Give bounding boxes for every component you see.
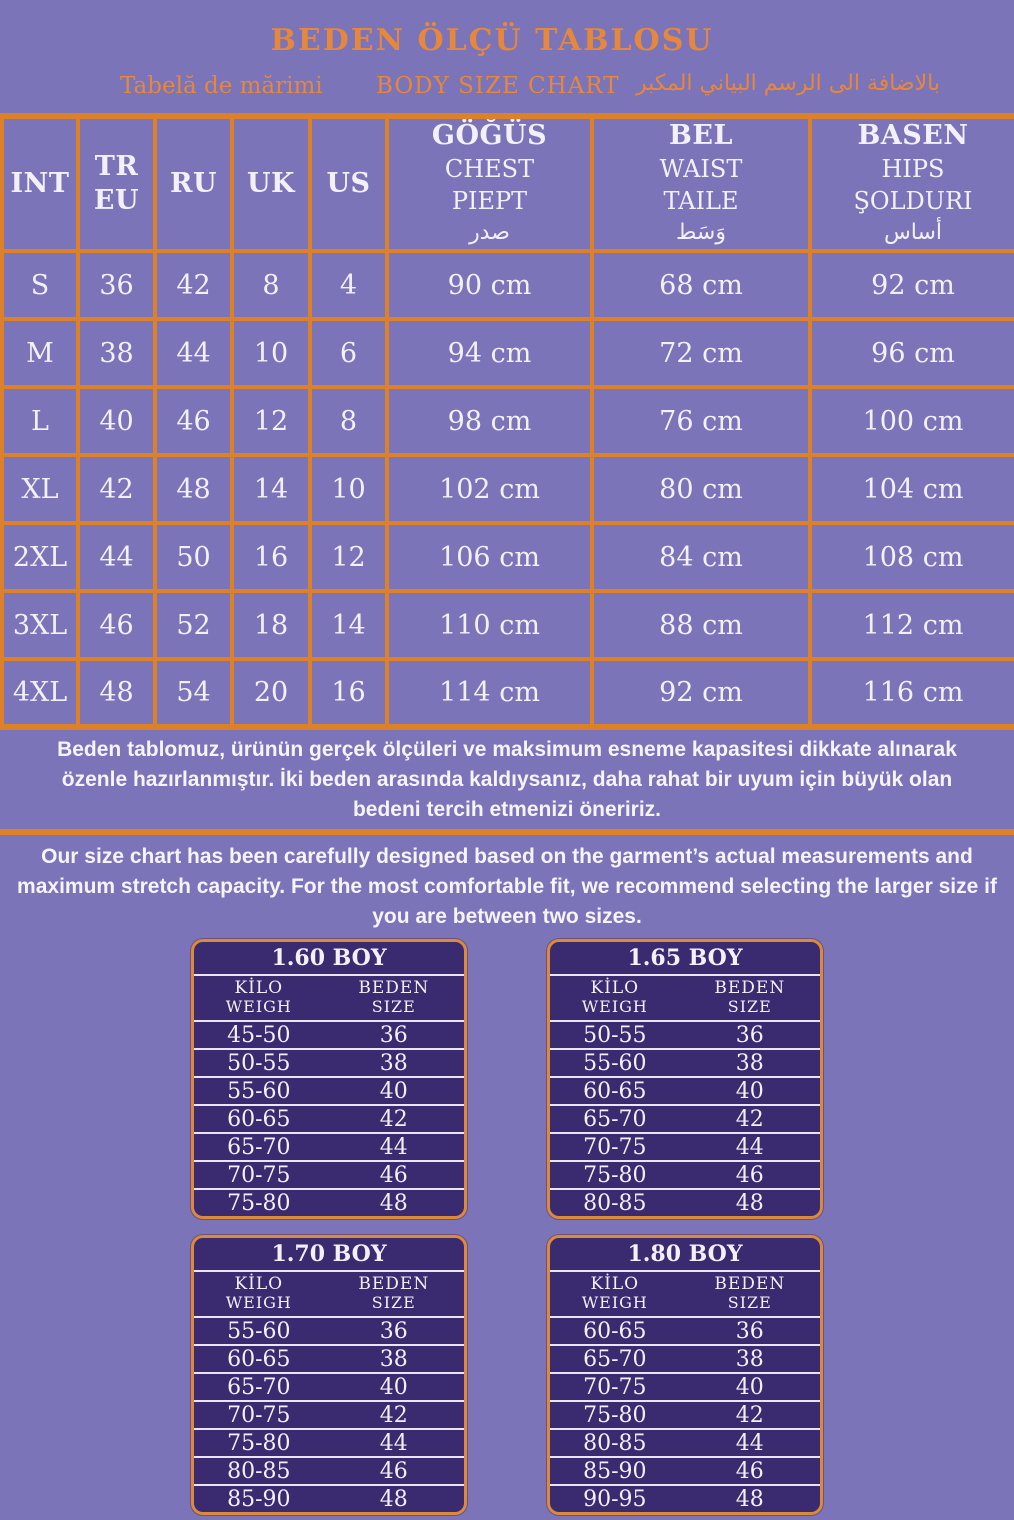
weight-range: 65-70 — [227, 1374, 291, 1400]
uk-cell: 20 — [232, 659, 310, 727]
hips-cell: 92 cm — [810, 251, 1014, 319]
us-cell: 4 — [310, 251, 387, 319]
weight-row — [550, 1344, 820, 1372]
kilo-label: KİLO — [234, 1274, 284, 1294]
tr-eu-cell: 46 — [78, 591, 155, 659]
weight-range: 60-65 — [583, 1318, 647, 1344]
uk-cell: 16 — [232, 523, 310, 591]
subtitle-english: BODY SIZE CHART — [376, 73, 620, 99]
weight-row — [194, 1400, 464, 1428]
kilo-label: KİLO — [590, 978, 640, 998]
subtitle-romanian: Tabelă de mărimi — [120, 73, 323, 99]
kilo-column-header — [194, 979, 324, 1016]
weight-range: 65-70 — [583, 1346, 647, 1372]
chest-cell: 98 cm — [387, 387, 592, 455]
waist-cell: 68 cm — [592, 251, 810, 319]
weight-row — [194, 1484, 464, 1512]
size-table-row — [2, 455, 1014, 523]
weight-table-title: 1.65 BOY — [550, 942, 820, 976]
waist-cell: 72 cm — [592, 319, 810, 387]
size-label-cell: M — [2, 319, 78, 387]
page-title: BEDEN ÖLÇÜ TABLOSU — [270, 23, 714, 58]
weight-table-170 — [191, 1235, 467, 1515]
uk-cell: 18 — [232, 591, 310, 659]
weight-table-body — [550, 1022, 820, 1216]
beden-column-header — [324, 979, 464, 1016]
weight-row — [194, 1188, 464, 1216]
size-value: 48 — [735, 1486, 764, 1512]
weight-range: 65-70 — [583, 1106, 647, 1132]
ru-cell: 46 — [155, 387, 232, 455]
size-value: 44 — [735, 1430, 764, 1456]
size-value: 42 — [735, 1402, 764, 1428]
hips-cell: 112 cm — [810, 591, 1014, 659]
weight-row — [194, 1372, 464, 1400]
weigh-label: WEIGH — [581, 997, 648, 1016]
size-table-row — [2, 251, 1014, 319]
weight-range: 70-75 — [227, 1402, 291, 1428]
weight-row — [194, 1344, 464, 1372]
uk-cell: 14 — [232, 455, 310, 523]
waist-cell: 76 cm — [592, 387, 810, 455]
weight-row — [194, 1076, 464, 1104]
header-int: INT — [2, 116, 78, 251]
waist-cell: 84 cm — [592, 523, 810, 591]
size-value: 38 — [735, 1050, 764, 1076]
size-value: 48 — [379, 1190, 408, 1216]
weight-row — [550, 1160, 820, 1188]
header-waist: BEL WAIST TAILE وَسَط — [592, 116, 810, 251]
size-value: 44 — [379, 1134, 408, 1160]
weight-table-header — [194, 1272, 464, 1318]
us-cell: 8 — [310, 387, 387, 455]
weight-row — [194, 1428, 464, 1456]
header-tr-eu: TR EU — [78, 116, 155, 251]
size-value: 40 — [735, 1078, 764, 1104]
tr-eu-cell: 36 — [78, 251, 155, 319]
ru-cell: 54 — [155, 659, 232, 727]
ru-cell: 44 — [155, 319, 232, 387]
chest-cell: 110 cm — [387, 591, 592, 659]
beden-label: BEDEN — [714, 978, 786, 998]
weight-range: 75-80 — [227, 1430, 291, 1456]
size-value: 40 — [379, 1374, 408, 1400]
size-value: 36 — [735, 1318, 764, 1344]
note-english: Our size chart has been carefully designed based on the garment’s actual measurements and maximum stretch capacity. For the most comfortable fit, we recommend selecting the larger size if you are between two sizes. — [17, 845, 997, 928]
weight-range: 75-80 — [583, 1402, 647, 1428]
weight-row — [550, 1188, 820, 1216]
size-table-row — [2, 319, 1014, 387]
size-table-row — [2, 591, 1014, 659]
size-value: 40 — [379, 1078, 408, 1104]
weigh-label: WEIGH — [225, 1293, 292, 1312]
weight-row — [194, 1048, 464, 1076]
weight-range: 80-85 — [583, 1190, 647, 1216]
weight-table-title: 1.60 BOY — [194, 942, 464, 976]
weight-range: 60-65 — [583, 1078, 647, 1104]
us-cell: 14 — [310, 591, 387, 659]
size-value: 42 — [379, 1106, 408, 1132]
size-value: 42 — [379, 1402, 408, 1428]
weight-row — [550, 1132, 820, 1160]
header-ru: RU — [155, 116, 232, 251]
weight-range: 70-75 — [227, 1162, 291, 1188]
weight-table-body — [194, 1022, 464, 1216]
size-value: 46 — [735, 1458, 764, 1484]
size-table-head — [2, 116, 1014, 251]
weight-range: 70-75 — [583, 1374, 647, 1400]
size-label: SIZE — [727, 997, 772, 1016]
uk-cell: 8 — [232, 251, 310, 319]
chest-cell: 106 cm — [387, 523, 592, 591]
weight-range: 45-50 — [227, 1022, 291, 1048]
weight-row — [550, 1484, 820, 1512]
weight-row — [194, 1318, 464, 1344]
beden-column-header — [324, 1275, 464, 1312]
weight-row — [550, 1048, 820, 1076]
ru-cell: 48 — [155, 455, 232, 523]
size-table-header-row — [2, 116, 1014, 251]
size-value: 36 — [379, 1022, 408, 1048]
weight-table-header — [550, 1272, 820, 1318]
weight-tables-grid — [0, 939, 1014, 1515]
us-cell: 12 — [310, 523, 387, 591]
weight-table-165 — [547, 939, 823, 1219]
size-label-cell: 4XL — [2, 659, 78, 727]
weight-range: 55-60 — [227, 1318, 291, 1344]
weight-range: 65-70 — [227, 1134, 291, 1160]
us-cell: 10 — [310, 455, 387, 523]
chest-cell: 114 cm — [387, 659, 592, 727]
weight-row — [194, 1132, 464, 1160]
weight-range: 55-60 — [227, 1078, 291, 1104]
chest-cell: 90 cm — [387, 251, 592, 319]
weight-row — [194, 1022, 464, 1048]
weight-table-180 — [547, 1235, 823, 1515]
size-value: 36 — [735, 1022, 764, 1048]
weight-table-body — [194, 1318, 464, 1512]
size-label: SIZE — [727, 1293, 772, 1312]
hips-cell: 104 cm — [810, 455, 1014, 523]
weight-range: 75-80 — [227, 1190, 291, 1216]
tr-eu-cell: 38 — [78, 319, 155, 387]
us-cell: 6 — [310, 319, 387, 387]
kilo-column-header — [550, 979, 680, 1016]
beden-label: BEDEN — [358, 978, 430, 998]
ru-cell: 52 — [155, 591, 232, 659]
kilo-label: KİLO — [590, 1274, 640, 1294]
tr-eu-cell: 40 — [78, 387, 155, 455]
size-value: 38 — [735, 1346, 764, 1372]
tr-eu-cell: 48 — [78, 659, 155, 727]
waist-cell: 92 cm — [592, 659, 810, 727]
subtitle-arabic: بالاضافة الى الرسم البياني المكبر — [636, 71, 940, 96]
uk-cell: 10 — [232, 319, 310, 387]
weight-row — [550, 1076, 820, 1104]
size-value: 46 — [379, 1162, 408, 1188]
weight-row — [550, 1428, 820, 1456]
ru-cell: 50 — [155, 523, 232, 591]
weight-range: 60-65 — [227, 1106, 291, 1132]
size-value: 44 — [379, 1430, 408, 1456]
header-chest: GÖĞÜS CHEST PIEPT صدر — [387, 116, 592, 251]
size-label-cell: L — [2, 387, 78, 455]
weight-row — [550, 1372, 820, 1400]
weight-row — [194, 1160, 464, 1188]
size-value: 46 — [735, 1162, 764, 1188]
weight-range: 70-75 — [583, 1134, 647, 1160]
ru-cell: 42 — [155, 251, 232, 319]
size-label-cell: XL — [2, 455, 78, 523]
size-label: SIZE — [371, 997, 416, 1016]
weight-range: 85-90 — [227, 1486, 291, 1512]
weight-row — [194, 1456, 464, 1484]
kilo-column-header — [550, 1275, 680, 1312]
beden-column-header — [680, 1275, 820, 1312]
header-hips: BASEN HIPS ŞOLDURI أساس — [810, 116, 1014, 251]
kilo-label: KİLO — [234, 978, 284, 998]
kilo-column-header — [194, 1275, 324, 1312]
subtitle-row — [0, 69, 984, 105]
weight-table-body — [550, 1318, 820, 1512]
size-value: 48 — [379, 1486, 408, 1512]
us-cell: 16 — [310, 659, 387, 727]
size-label: SIZE — [371, 1293, 416, 1312]
tr-eu-cell: 44 — [78, 523, 155, 591]
weight-table-title: 1.70 BOY — [194, 1238, 464, 1272]
weight-table-160 — [191, 939, 467, 1219]
weight-range: 50-55 — [227, 1050, 291, 1076]
size-label-cell: S — [2, 251, 78, 319]
hips-cell: 100 cm — [810, 387, 1014, 455]
size-value: 48 — [735, 1190, 764, 1216]
weight-row — [550, 1456, 820, 1484]
size-label-cell: 2XL — [2, 523, 78, 591]
size-value: 46 — [379, 1458, 408, 1484]
beden-column-header — [680, 979, 820, 1016]
weight-range: 75-80 — [583, 1162, 647, 1188]
header-uk: UK — [232, 116, 310, 251]
weight-range: 55-60 — [583, 1050, 647, 1076]
size-value: 38 — [379, 1346, 408, 1372]
size-table-body — [2, 251, 1014, 727]
tr-eu-cell: 42 — [78, 455, 155, 523]
size-table-row — [2, 659, 1014, 727]
weight-range: 90-95 — [583, 1486, 647, 1512]
body-size-table — [0, 113, 1014, 730]
note-turkish: Beden tablomuz, ürünün gerçek ölçüleri ve maksimum esneme kapasitesi dikkate alınarak özenle hazırlanmıştır. İki beden arasında kaldıysanız, daha rahat bir uyum için büyük olan bedeni tercih etmenizi öneririz. — [0, 730, 1014, 835]
size-table-row — [2, 387, 1014, 455]
weight-table-header — [550, 976, 820, 1022]
hips-cell: 108 cm — [810, 523, 1014, 591]
weight-range: 80-85 — [583, 1430, 647, 1456]
weight-table-title: 1.80 BOY — [550, 1238, 820, 1272]
weight-row — [550, 1104, 820, 1132]
size-value: 36 — [379, 1318, 408, 1344]
size-value: 44 — [735, 1134, 764, 1160]
weight-row — [550, 1400, 820, 1428]
weight-range: 80-85 — [227, 1458, 291, 1484]
size-table-row — [2, 523, 1014, 591]
beden-label: BEDEN — [358, 1274, 430, 1294]
weight-range: 60-65 — [227, 1346, 291, 1372]
size-label-cell: 3XL — [2, 591, 78, 659]
waist-cell: 80 cm — [592, 455, 810, 523]
page-header — [0, 0, 1014, 105]
hips-cell: 96 cm — [810, 319, 1014, 387]
weight-table-header — [194, 976, 464, 1022]
weight-range: 85-90 — [583, 1458, 647, 1484]
header-us: US — [310, 116, 387, 251]
chest-cell: 102 cm — [387, 455, 592, 523]
uk-cell: 12 — [232, 387, 310, 455]
size-value: 40 — [735, 1374, 764, 1400]
hips-cell: 116 cm — [810, 659, 1014, 727]
size-value: 42 — [735, 1106, 764, 1132]
beden-label: BEDEN — [714, 1274, 786, 1294]
weight-row — [550, 1022, 820, 1048]
chest-cell: 94 cm — [387, 319, 592, 387]
weight-range: 50-55 — [583, 1022, 647, 1048]
waist-cell: 88 cm — [592, 591, 810, 659]
weigh-label: WEIGH — [581, 1293, 648, 1312]
weigh-label: WEIGH — [225, 997, 292, 1016]
size-value: 38 — [379, 1050, 408, 1076]
weight-row — [194, 1104, 464, 1132]
weight-row — [550, 1318, 820, 1344]
